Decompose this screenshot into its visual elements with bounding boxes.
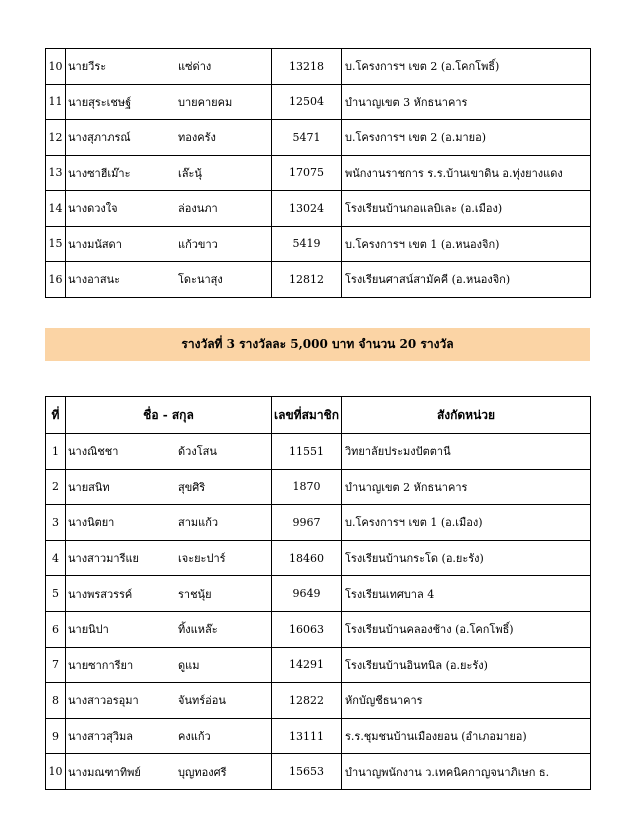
member-id: 5471 bbox=[272, 120, 342, 156]
last-name: ราชนุ้ย bbox=[178, 587, 212, 601]
table-row bbox=[46, 84, 591, 120]
member-name bbox=[66, 505, 272, 541]
row-number: 12 bbox=[46, 120, 66, 156]
member-unit: บำนาญเขต 3 หักธนาคาร bbox=[342, 84, 591, 120]
first-name: นายนิปา bbox=[68, 623, 109, 637]
member-id: 12504 bbox=[272, 84, 342, 120]
row-number: 7 bbox=[46, 647, 66, 683]
table-row bbox=[46, 576, 591, 612]
table-row bbox=[46, 120, 591, 156]
last-name: สุขศิริ bbox=[178, 480, 206, 494]
row-number: 8 bbox=[46, 683, 66, 719]
table-row bbox=[46, 155, 591, 191]
table-row bbox=[46, 754, 591, 790]
row-number: 11 bbox=[46, 84, 66, 120]
member-name bbox=[66, 155, 272, 191]
member-name bbox=[66, 120, 272, 156]
member-unit: วิทยาลัยประมงปัตตานี bbox=[342, 434, 591, 470]
row-number: 5 bbox=[46, 576, 66, 612]
table-row bbox=[46, 505, 591, 541]
table-row bbox=[46, 262, 591, 298]
member-unit: โรงเรียนบ้านกระโด (อ.ยะรัง) bbox=[342, 540, 591, 576]
last-name: ทองครัง bbox=[178, 131, 216, 145]
last-name: จันทร์อ่อน bbox=[178, 694, 226, 708]
member-name bbox=[66, 540, 272, 576]
member-id: 1870 bbox=[272, 469, 342, 505]
member-id: 12822 bbox=[272, 683, 342, 719]
first-name: นางซาฮีเม๊าะ bbox=[68, 166, 131, 180]
first-name: นางสาวอรอุมา bbox=[68, 694, 139, 708]
header-name: ชื่อ - สกุล bbox=[66, 397, 272, 434]
last-name: โดะนาสุง bbox=[178, 273, 223, 287]
table-row bbox=[46, 191, 591, 227]
row-number: 2 bbox=[46, 469, 66, 505]
member-name bbox=[66, 718, 272, 754]
last-name: บายคายคม bbox=[178, 95, 233, 109]
table-row bbox=[46, 540, 591, 576]
header-no: ที่ bbox=[46, 397, 66, 434]
row-number: 6 bbox=[46, 611, 66, 647]
last-name: ทิ้งแหล๊ะ bbox=[178, 623, 218, 637]
member-id: 12812 bbox=[272, 262, 342, 298]
last-name: คงแก้ว bbox=[178, 730, 211, 744]
member-unit: บำนาญเขต 2 หักธนาคาร bbox=[342, 469, 591, 505]
first-name: นายสุระเชษฐ์ bbox=[68, 95, 132, 109]
member-name bbox=[66, 647, 272, 683]
member-unit: โรงเรียนเทศบาล 4 bbox=[342, 576, 591, 612]
award-3-winners-table bbox=[45, 396, 591, 790]
table-row bbox=[46, 469, 591, 505]
member-unit: โรงเรียนบ้านคลองช้าง (อ.โคกโพธิ์) bbox=[342, 611, 591, 647]
member-name bbox=[66, 49, 272, 85]
first-name: นางดวงใจ bbox=[68, 202, 118, 216]
member-id: 5419 bbox=[272, 226, 342, 262]
member-name bbox=[66, 611, 272, 647]
member-id: 15653 bbox=[272, 754, 342, 790]
first-name: นางสุภาภรณ์ bbox=[68, 131, 131, 145]
table-row bbox=[46, 434, 591, 470]
winners-table-continued-body bbox=[46, 49, 591, 298]
last-name: ล่องนภา bbox=[178, 202, 218, 216]
member-unit: บ.โครงการฯ เขต 2 (อ.มายอ) bbox=[342, 120, 591, 156]
first-name: นางมณฑาทิพย์ bbox=[68, 765, 141, 779]
row-number: 10 bbox=[46, 49, 66, 85]
last-name: เจะยะปาร์ bbox=[178, 552, 226, 566]
member-name bbox=[66, 434, 272, 470]
first-name: นางพรสวรรค์ bbox=[68, 587, 133, 601]
member-id: 16063 bbox=[272, 611, 342, 647]
row-number: 14 bbox=[46, 191, 66, 227]
first-name: นางมนัสดา bbox=[68, 237, 122, 251]
first-name: นางสาวสุวิมล bbox=[68, 730, 134, 744]
row-number: 10 bbox=[46, 754, 66, 790]
table-row bbox=[46, 683, 591, 719]
row-number: 13 bbox=[46, 155, 66, 191]
first-name: นายสนิท bbox=[68, 480, 110, 494]
member-unit: บ.โครงการฯ เขต 2 (อ.โคกโพธิ์) bbox=[342, 49, 591, 85]
member-name bbox=[66, 469, 272, 505]
member-name bbox=[66, 226, 272, 262]
member-name bbox=[66, 262, 272, 298]
member-unit: บำนาญพนักงาน ว.เทคนิคกาญจนาภิเษก ธ. bbox=[342, 754, 591, 790]
member-name bbox=[66, 84, 272, 120]
member-unit: โรงเรียนบ้านอินทนิล (อ.ยะรัง) bbox=[342, 647, 591, 683]
member-name bbox=[66, 191, 272, 227]
award-3-banner: รางวัลที่ 3 รางวัลละ 5,000 บาท จำนวน 20 รางวัล bbox=[45, 328, 590, 361]
last-name: แซ่ด่าง bbox=[178, 60, 212, 74]
member-unit: บ.โครงการฯ เขต 1 (อ.หนองจิก) bbox=[342, 226, 591, 262]
last-name: ด้วงโสน bbox=[178, 445, 217, 459]
member-id: 13111 bbox=[272, 718, 342, 754]
member-unit: โรงเรียนบ้านกอแลบิเละ (อ.เมือง) bbox=[342, 191, 591, 227]
last-name: บุญทองศรี bbox=[178, 765, 227, 779]
first-name: นางนิตยา bbox=[68, 516, 115, 530]
table-row bbox=[46, 49, 591, 85]
row-number: 15 bbox=[46, 226, 66, 262]
winners-table-continued bbox=[45, 48, 591, 298]
table-row bbox=[46, 226, 591, 262]
row-number: 4 bbox=[46, 540, 66, 576]
last-name: สามแก้ว bbox=[178, 516, 219, 530]
member-unit: พนักงานราชการ ร.ร.บ้านเขาดิน อ.ทุ่งยางแดง bbox=[342, 155, 591, 191]
member-unit: โรงเรียนศาสน์สามัคคี (อ.หนองจิก) bbox=[342, 262, 591, 298]
row-number: 1 bbox=[46, 434, 66, 470]
member-id: 11551 bbox=[272, 434, 342, 470]
member-name bbox=[66, 576, 272, 612]
table-row bbox=[46, 647, 591, 683]
first-name: นายวีระ bbox=[68, 60, 107, 74]
member-name bbox=[66, 683, 272, 719]
member-unit: ร.ร.ชุมชนบ้านเมืองยอน (อำเภอมายอ) bbox=[342, 718, 591, 754]
first-name: นางสาวมารีแย bbox=[68, 552, 140, 566]
header-unit: สังกัดหน่วย bbox=[342, 397, 591, 434]
table-row bbox=[46, 718, 591, 754]
member-id: 9967 bbox=[272, 505, 342, 541]
table-row bbox=[46, 611, 591, 647]
member-unit: หักบัญชีธนาคาร bbox=[342, 683, 591, 719]
award-3-winners-table-body bbox=[46, 434, 591, 790]
first-name: นางอาสนะ bbox=[68, 273, 120, 287]
member-id: 17075 bbox=[272, 155, 342, 191]
row-number: 16 bbox=[46, 262, 66, 298]
last-name: เล๊ะนุ้ bbox=[178, 166, 202, 180]
member-id: 13024 bbox=[272, 191, 342, 227]
member-name bbox=[66, 754, 272, 790]
last-name: แก้วขาว bbox=[178, 237, 218, 251]
member-id: 9649 bbox=[272, 576, 342, 612]
member-unit: บ.โครงการฯ เขต 1 (อ.เมือง) bbox=[342, 505, 591, 541]
header-member-id: เลขที่สมาชิก bbox=[272, 397, 342, 434]
member-id: 18460 bbox=[272, 540, 342, 576]
last-name: ดูแม bbox=[178, 658, 200, 672]
first-name: นางณิชชา bbox=[68, 445, 119, 459]
member-id: 14291 bbox=[272, 647, 342, 683]
row-number: 3 bbox=[46, 505, 66, 541]
table-header-row bbox=[46, 397, 591, 434]
member-id: 13218 bbox=[272, 49, 342, 85]
row-number: 9 bbox=[46, 718, 66, 754]
first-name: นายซาการียา bbox=[68, 658, 134, 672]
